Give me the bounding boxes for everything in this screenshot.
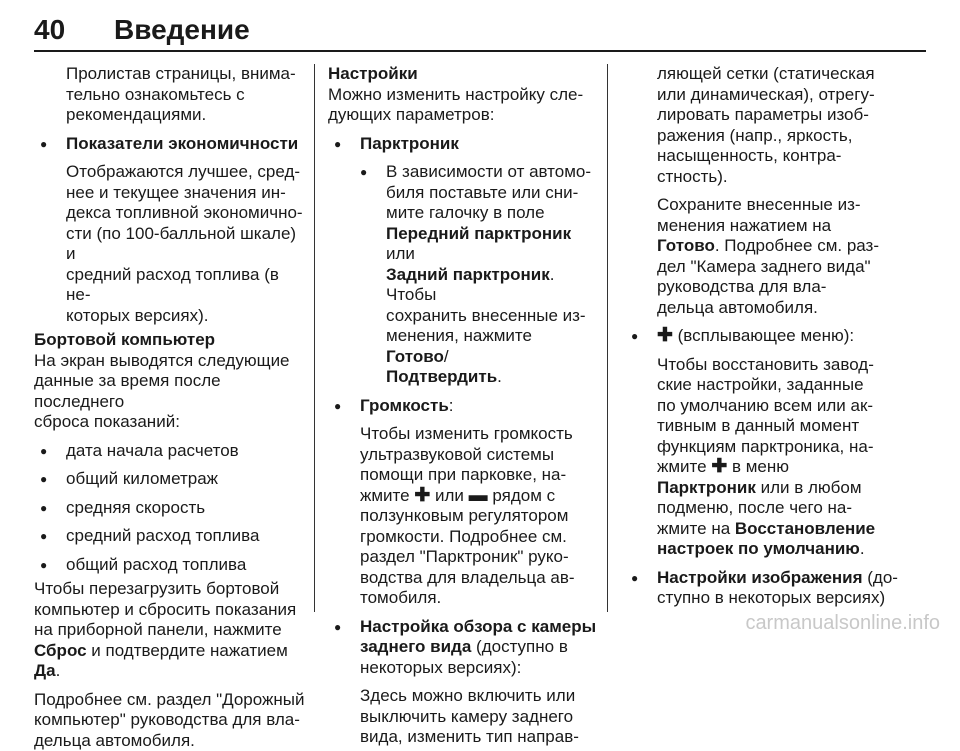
header-divider [34,50,926,52]
bullet-parktronic: ● Парктроник [360,134,598,155]
column-1 [34,64,306,751]
more-paragraph: Подробнее см. раздел "Дорожный компьютер" руководства для вла- дельца автомобиля. [34,690,306,751]
volume-paragraph: Чтобы изменить громкость ультразвуковой системы помощи при парковке, на- жмите ✚ или ▬ рядом с ползунковым регулятором громкости. Подробнее см. раздел "Парктроник" руко- водства для владельца ав- томобиля. [360,424,598,609]
reset-paragraph: Чтобы перезагрузить бортовой компьютер и сбросить показания на приборной панели, нажмите Сброс и подтвердите нажатием Да. [34,579,306,682]
bullet-volume: ● Громкость: [360,396,598,417]
list-item: ● дата начала расчетов [66,441,306,462]
plus-icon: ✚ [711,456,727,477]
intro-paragraph: Пролистав страницы, внима- тельно ознакомьтесь с рекомендациями. [66,64,306,126]
watermark: carmanualsonline.info [745,612,940,635]
list-item: ● общий расход топлива [66,555,306,576]
bullet-camera: ● Настройка обзора с камеры заднего вида (доступно в некоторых версиях): [360,617,598,679]
column-3 [625,64,900,609]
page-header [34,14,924,54]
bullet-image-settings: ● Настройки изображения (до- ступно в некоторых версиях) [657,568,900,609]
column-divider [607,64,608,612]
column-divider [314,64,315,612]
settings-paragraph: Можно изменить настройку сле- дующих параметров: [328,85,598,126]
heading-settings: Настройки [328,64,598,85]
heading-trip: Бортовой компьютер [34,330,306,351]
plus-icon: ✚ [657,325,673,346]
camera-paragraph: Здесь можно включить или выключить камеру заднего вида, изменить тип направ- [360,686,598,748]
minus-icon: ▬ [469,485,488,506]
section-title: Введение [114,14,250,46]
page-number: 40 [34,14,65,46]
bullet-popup-menu: ● ✚ (всплывающее меню): [657,326,900,347]
trip-paragraph: На экран выводятся следующие данные за время после последнего сброса показаний: [34,351,306,433]
list-item: ● средняя скорость [66,498,306,519]
camera-continued: ляющей сетки (статическая или динамическая), отрегу- лировать параметры изоб- ражения (напр., яркость, насыщенность, контра- стность). [657,64,900,187]
plus-icon: ✚ [414,485,430,506]
save-paragraph: Сохраните внесенные из- менения нажатием на Готово. Подробнее см. раз- дел "Камера заднего вида" руководства для вла- дельца автомобиля. [657,195,900,318]
bullet-eco: ● Показатели экономичности [66,134,306,155]
parktronic-subitem: ● В зависимости от автомо- биля поставьте или сни- мите галочку в поле Передний парктроник или Задний парктроник. Чтобы сохранить внесенные из- менения, нажмите Готово/ Подтвердить. [386,162,598,388]
column-2 [328,64,598,748]
restore-paragraph: Чтобы восстановить завод- ские настройки, заданные по умолчанию всем или ак- тивным в данный момент функциям парктроника, на- жмите ✚ в меню Парктроник или в любом подменю, после чего на- жмите на Восстановление настроек по умолчанию. [657,355,900,560]
list-item: ● средний расход топлива [66,526,306,547]
eco-paragraph: Отображаются лучшее, сред- нее и текущее значения ин- декса топливной экономично- сти (по 100-балльной шкале) и средний расход топлива (в не- которых версиях). [66,162,306,326]
list-item: ● общий километраж [66,469,306,490]
